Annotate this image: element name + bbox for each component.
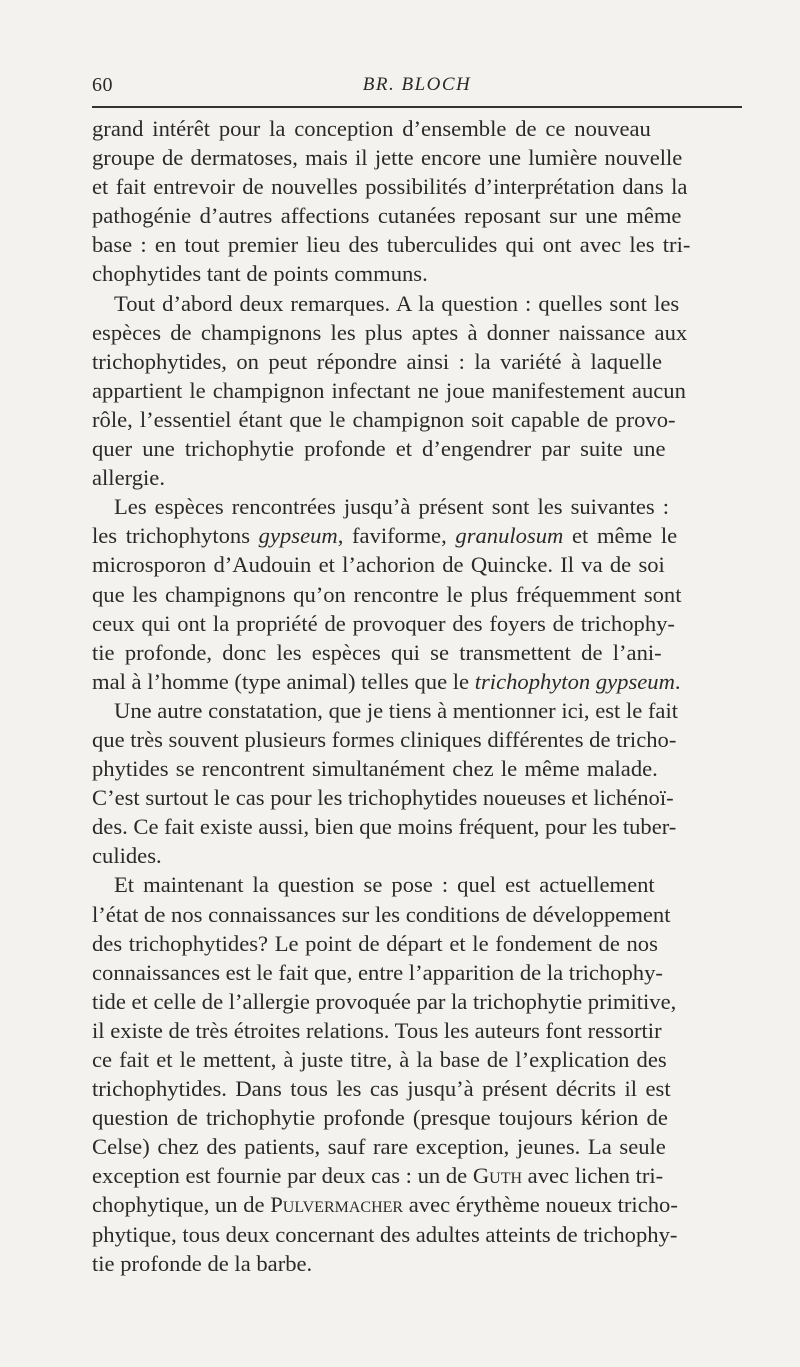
- text-line: que très souvent plusieurs formes cliniques différentes de tricho-: [92, 726, 677, 752]
- text-line: que les champignons qu’on rencontre le plus fréquemment sont: [92, 581, 682, 607]
- text-line: question de trichophytie profonde (presque toujours kérion de: [92, 1105, 668, 1131]
- text-line: et fait entrevoir de nouvelles possibilités d’interprétation dans la: [92, 174, 688, 200]
- body-text: [92, 114, 752, 1278]
- text-line: trichophytides. Dans tous les cas jusqu’à présent décrits il est: [92, 1076, 671, 1102]
- text-line: il existe de très étroites relations. Tous les auteurs font ressortir: [92, 1017, 662, 1043]
- text-line: connaissances est le fait que, entre l’apparition de la trichophy-: [92, 959, 663, 985]
- text-line: phytique, tous deux concernant des adultes atteints de trichophy-: [92, 1221, 678, 1247]
- text-run: et même le: [563, 523, 678, 549]
- text-line: pathogénie d’autres affections cutanées reposant sur une même: [92, 203, 682, 229]
- text-line: grand intérêt pour la conception d’ensemble de ce nouveau: [92, 116, 651, 141]
- text-line: Une autre constatation, que je tiens à mentionner ici, est le fait: [114, 697, 679, 723]
- text-line: microsporon d’Audouin et l’achorion de Quincke. Il va de soi: [92, 552, 665, 578]
- author-name: Pulvermacher: [270, 1192, 404, 1218]
- text-line: espèces de champignons les plus aptes à donner naissance aux: [92, 319, 688, 345]
- text-line: ce fait et le mettent, à juste titre, à la base de l’explication des: [92, 1047, 667, 1072]
- text-run: , faviforme,: [337, 523, 456, 549]
- text-line: quer une trichophytie profonde et d’engendrer par suite une: [92, 436, 666, 462]
- text-line: appartient le champignon infectant ne joue manifestement aucun: [92, 377, 686, 403]
- text-line: groupe de dermatoses, mais il jette encore une lumière nouvelle: [92, 145, 683, 171]
- text-run: exception est fournie par deux cas : un de: [92, 1163, 473, 1189]
- running-head: BR. BLOCH: [362, 74, 472, 95]
- text-line: [92, 1161, 752, 1190]
- text-line: chophytides tant de points communs.: [92, 261, 428, 287]
- text-line: Les espèces rencontrées jusqu’à présent sont les suivantes :: [114, 494, 670, 520]
- text-run: chophytique, un de: [92, 1192, 271, 1218]
- text-line: Tout d’abord deux remarques. A la question : quelles sont les: [114, 290, 680, 316]
- text-line: tie profonde, donc les espèces qui se transmettent de l’ani-: [92, 639, 662, 665]
- text-line: Celse) chez des patients, sauf rare exception, jeunes. La seule: [92, 1134, 666, 1160]
- text-line: base : en tout premier lieu des tuberculides qui ont avec les tri-: [92, 232, 691, 258]
- text-run: avec érythème noueux tricho-: [403, 1192, 678, 1218]
- italic-term: trichophyton gypseum: [474, 668, 675, 694]
- page-header: [92, 74, 742, 104]
- italic-term: granulosum: [455, 523, 564, 549]
- author-name: Guth: [472, 1163, 523, 1189]
- text-run: les trichophytons: [92, 523, 259, 549]
- text-line: Et maintenant la question se pose : quel est actuellement: [114, 872, 655, 898]
- text-run: avec lichen tri-: [522, 1163, 664, 1189]
- text-run: .: [674, 668, 681, 694]
- text-line: des. Ce fait existe aussi, bien que moins fréquent, pour les tuber-: [92, 814, 677, 840]
- text-line: culides.: [92, 843, 162, 869]
- text-line: [92, 521, 752, 550]
- italic-term: gypseum: [258, 523, 338, 549]
- text-line: C’est surtout le cas pour les trichophytides noueuses et lichénoï-: [92, 785, 674, 811]
- text-line: des trichophytides? Le point de départ et le fondement de nos: [92, 930, 658, 956]
- text-line: trichophytides, on peut répondre ainsi : la variété à laquelle: [92, 348, 662, 374]
- text-line: rôle, l’essentiel étant que le champignon soit capable de provo-: [92, 406, 676, 432]
- text-line: ceux qui ont la propriété de provoquer des foyers de trichophy-: [92, 610, 675, 636]
- text-line: phytides se rencontrent simultanément chez le même malade.: [92, 756, 658, 782]
- text-line: [92, 1190, 752, 1219]
- header-rule: [92, 106, 742, 108]
- text-line: l’état de nos connaissances sur les conditions de développement: [92, 901, 671, 927]
- text-line: allergie.: [92, 465, 165, 491]
- text-line: tie profonde de la barbe.: [92, 1250, 313, 1276]
- page-number: 60: [92, 74, 113, 96]
- text-run: mal à l’homme (type animal) telles que le: [92, 668, 475, 694]
- text-line: [92, 667, 752, 696]
- text-line: tide et celle de l’allergie provoquée par la trichophytie primitive,: [92, 988, 677, 1014]
